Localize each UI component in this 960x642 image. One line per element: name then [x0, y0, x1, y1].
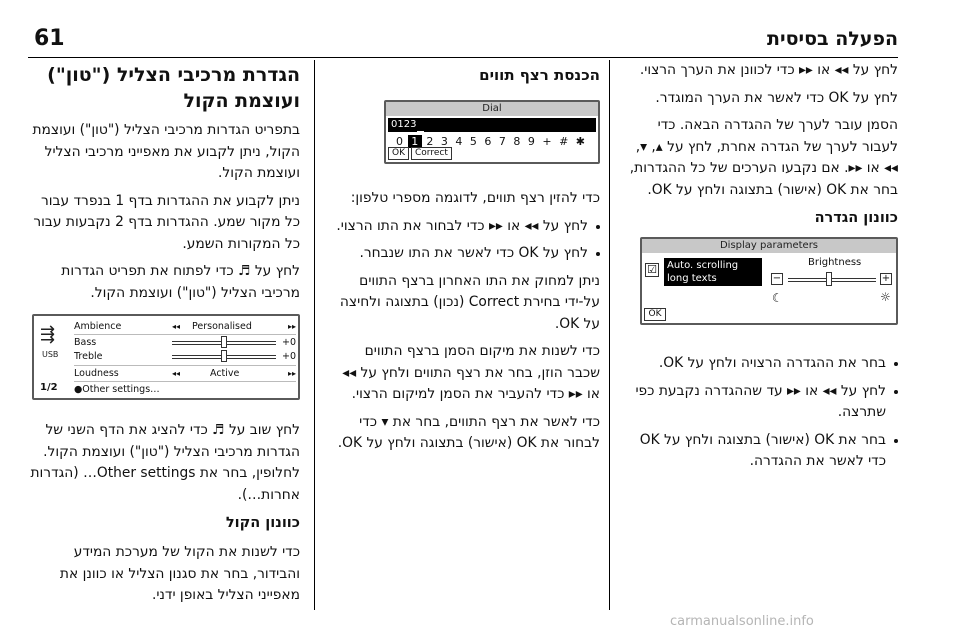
dial-input-value: 0123 [391, 119, 417, 130]
paragraph: בתפריט הגדרות מרכיבי הצליל ("טון") ועוצמת הקול, ניתן לקבוע את מאפייני מרכיבי הצליל ועוצמת הקול. [32, 122, 300, 181]
column-divider-right [609, 60, 610, 610]
row-value: Personalised [192, 321, 252, 332]
figure-title: Dial [386, 102, 598, 116]
treble-row [74, 350, 296, 363]
list-item: לחץ על ◂◂ או ▸▸ עד שההגדרה נקבעת כפי שתרצה. [618, 381, 898, 424]
arrow-left-icon: ◂◂ [172, 322, 181, 331]
paragraph: לחץ שוב על ♬ כדי להציג את הדף השני של הגדרות מרכיבי הצליל ("טון") ועוצמת הקול. לחלופין, בחר את Other settings… (הגדרות אחרות…). [30, 422, 300, 503]
digits: 2 3 4 5 6 7 8 9 + # ✱ [426, 135, 588, 148]
divider [74, 334, 296, 335]
loudness-row [74, 367, 296, 380]
treble-slider-thumb [221, 350, 227, 362]
header-rule [28, 57, 898, 58]
column-middle [328, 60, 600, 461]
paragraph: כדי לאשר את רצף התווים, בחר את ▾ כדי לבחור את OK (אישור) בתצוגה ולחץ על OK. [337, 413, 600, 451]
correct-button: Correct [411, 147, 452, 160]
display-parameters-figure [640, 237, 898, 325]
option-label: Auto. scrolling [667, 260, 739, 271]
paragraph: לחץ על OK כדי לאשר את הערך המוגדר. [655, 89, 898, 106]
figure-title: Display parameters [642, 239, 896, 253]
auto-scrolling-option [664, 258, 762, 286]
dial-input-field [388, 118, 596, 132]
ok-button: OK [644, 308, 666, 321]
brightness-slider-thumb [826, 272, 832, 286]
paragraph: הסמן עובר לערך של ההגדרה הבאה. כדי לעבור לערך של הגדרה אחרת, לחץ על ▴, ▾, ◂◂ או ▸▸. אם נקבעו הערכים של כל ההגדרות, בחר את OK (אישור) בתצוגה ולחץ על OK. [629, 117, 898, 198]
divider [74, 381, 296, 382]
section-heading: הגדרת מרכיבי הצליל ("טון") ועוצמת הקול [47, 64, 300, 112]
brightness-label: Brightness [808, 257, 862, 268]
page-header [28, 14, 898, 58]
usb-icon: ⇶ [40, 324, 56, 345]
sound-settings-figure [32, 314, 300, 400]
section-heading: כוונון הקול [225, 515, 300, 531]
paragraph: ניתן למחוק את התו האחרון ברצף התווים על-ידי בחירת Correct (נכון) בתצוגה ולחיצה על OK. [339, 272, 600, 332]
list-item: בחר את OK (אישור) בתצוגה ולחץ על OK כדי לאשר את ההגדרה. [618, 430, 898, 473]
dial-figure [384, 100, 600, 164]
list-item: לחץ על OK כדי לאשר את התו שנבחר. [328, 243, 600, 265]
step-list [328, 216, 600, 265]
section-heading: כוונון הגדרה [814, 210, 898, 226]
selected-digit: 1 [408, 135, 422, 148]
row-label: Treble [74, 351, 103, 362]
bass-slider-thumb [221, 336, 227, 348]
paragraph: לחץ על ♬ כדי לפתוח את תפריט הגדרות מרכיבי הצליל ("טון") ועוצמת הקול. [61, 263, 300, 301]
step-list [618, 353, 898, 473]
paragraph: לחץ על ◂◂ או ▸▸ כדי לכוונן את הערך הרצוי. [639, 62, 898, 78]
bass-row [74, 336, 296, 349]
divider [74, 365, 296, 366]
arrow-left-icon: ◂◂ [172, 369, 181, 378]
page-number: 61 [34, 26, 65, 51]
page-indicator: 1/2 [40, 382, 58, 393]
column-right [618, 60, 898, 479]
checkbox-icon: ☑ [645, 263, 659, 277]
list-item: לחץ על ◂◂ או ▸▸ כדי לבחור את התו הרצוי. [328, 216, 600, 238]
text-cursor [417, 131, 424, 132]
section-heading: הכנסת רצף תווים [479, 66, 600, 84]
list-item: בחר את ההגדרה הרצויה ולחץ על OK. [618, 353, 898, 375]
row-value: +0 [281, 337, 296, 348]
brightness-slider-track [788, 278, 876, 282]
arrow-right-icon: ▸▸ [287, 369, 296, 378]
row-label: ●Other settings… [74, 384, 160, 395]
column-divider-left [314, 60, 315, 610]
page-title: הפעלה בסיסית [767, 28, 898, 50]
option-label: long texts [667, 273, 717, 284]
other-settings-row [74, 383, 296, 396]
ok-button: OK [388, 147, 409, 160]
digit: 0 [396, 135, 405, 148]
watermark: carmanualsonline.info [670, 614, 814, 629]
paragraph: כדי לשנות את הקול של מערכת המידע והבידור, בחר את סגנון הצליל או כוונן את מאפייני הצליל באופן ידני. [59, 544, 300, 603]
arrow-right-icon: ▸▸ [287, 322, 296, 331]
row-label: Ambience [74, 321, 122, 332]
row-label: Loudness [74, 368, 119, 379]
row-label: Bass [74, 337, 97, 348]
moon-icon: ☾ [772, 291, 783, 305]
minus-icon: − [772, 273, 782, 284]
row-value: Active [210, 368, 240, 379]
ambience-row [74, 320, 296, 333]
sun-icon: ☼ [880, 290, 891, 304]
paragraph: כדי לשנות את מיקום הסמן ברצף התווים שכבר הוזן, בחר את רצף התווים ולחץ על ◂◂ או ▸▸ כדי להעביר את הסמן למיקום הרצוי. [342, 343, 600, 402]
paragraph: ניתן לקבוע את ההגדרות בדף 1 בנפרד עבור כל מקור שמע. ההגדרות בדף 2 נקבעות עבור כל המקורות השמע. [33, 192, 300, 252]
plus-icon: + [881, 273, 891, 284]
paragraph: כדי להזין רצף תווים, לדוגמה מספרי טלפון: [350, 190, 600, 206]
column-left [30, 60, 300, 613]
usb-label: USB [42, 350, 59, 359]
dial-buttons [388, 147, 452, 160]
row-value: +0 [281, 351, 296, 362]
